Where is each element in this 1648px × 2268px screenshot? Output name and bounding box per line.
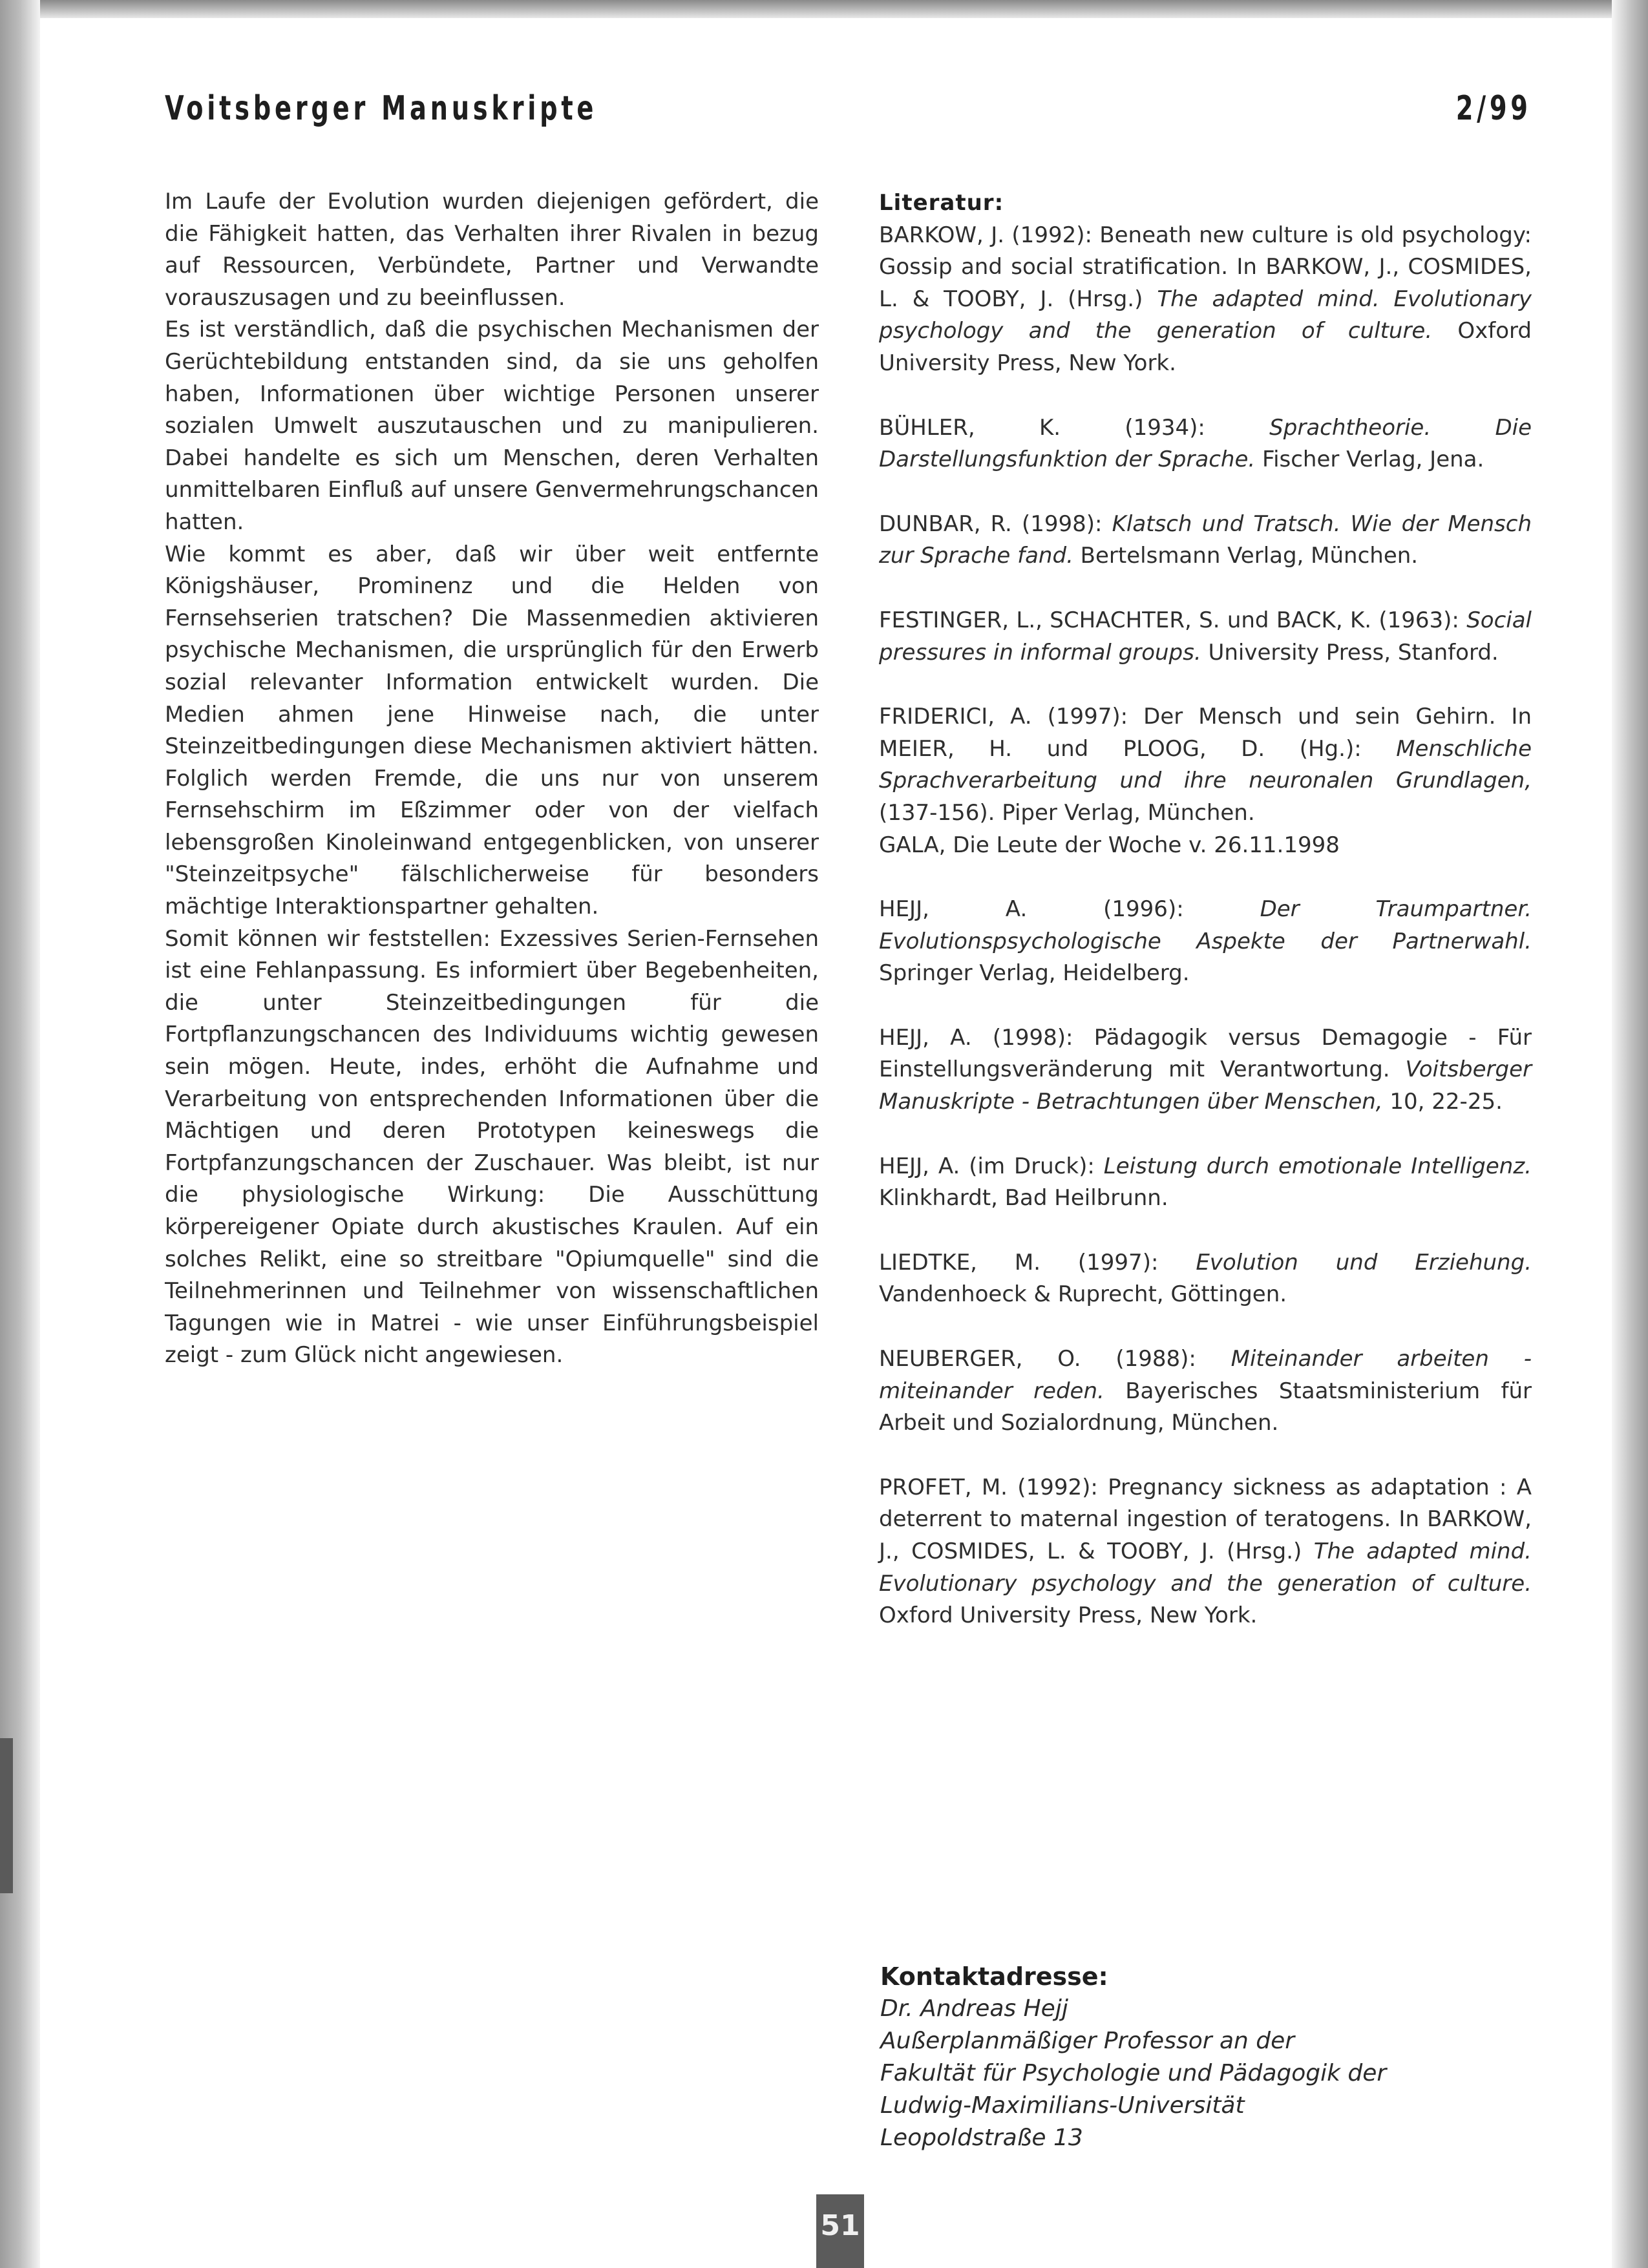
scan-edge-left-shadow bbox=[0, 1738, 13, 1893]
ref-text: LIEDTKE, M. (1997): bbox=[879, 1249, 1196, 1276]
ref-publisher: (137-156). Piper Verlag, München. bbox=[879, 799, 1255, 826]
page-number: 51 bbox=[816, 2194, 864, 2268]
ref-text: PROFET, M. (1992): Pregnancy sickness as adaptation : A deterrent to maternal ingestion of teratogens. In BARKOW, J., COSMIDES, L. & TOOBY, J. (Hrsg.) bbox=[879, 1474, 1532, 1564]
ref-publisher: 10, 22-25. bbox=[1382, 1089, 1503, 1115]
literature-heading: Literatur: bbox=[879, 190, 1004, 216]
ref-title: Sprachtheorie. Die Darstellungsfunktion der Sprache. bbox=[879, 414, 1532, 473]
ref-publisher: Fischer Verlag, Jena. bbox=[1255, 446, 1484, 473]
ref-publisher: Bayerisches Staatsministerium für Arbeit und Sozialordnung, München. bbox=[879, 1378, 1532, 1436]
reference-entry bbox=[879, 1343, 1532, 1440]
ref-title: Der Traumpartner. Evolutionspsychologische Aspekte der Partnerwahl. bbox=[879, 896, 1532, 954]
ref-text: GALA, Die Leute der Woche v. 26.11.1998 bbox=[879, 832, 1340, 858]
issue-number: 2/99 bbox=[1455, 89, 1532, 128]
ref-title: The adapted mind. Evolutionary psychology and the generation of culture. bbox=[879, 1538, 1532, 1597]
reference-entry bbox=[879, 1022, 1532, 1118]
contact-address bbox=[880, 1960, 1527, 2154]
body-paragraph: Wie kommt es aber, daß wir über weit entfernte Königshäuser, Prominenz und die Helden von Fernsehserien tratschen? Die Massenmedien aktivieren psychische Mechanismen, die ursprünglich für den Erwerb sozial relevanter Information entwickelt wurden. Die Medien ahmen jene Hinweise nach, die unter Steinzeitbedingungen diese Mechanismen aktiviert hätten. Folglich werden Fremde, die uns nur von unserem Fernsehschirm im Eßzimmer oder von der vielfach lebensgroßen Kinoleinwand entgegenblicken, von unserer "Steinzeitpsyche" fälschlicherweise für besonders mächtige Interaktionspartner gehalten. bbox=[165, 541, 819, 920]
reference-entry bbox=[879, 412, 1532, 476]
ref-publisher: University Press, Stanford. bbox=[1201, 639, 1499, 666]
literature-column bbox=[879, 187, 1532, 1664]
ref-text: FESTINGER, L., SCHACHTER, S. und BACK, K. (1963): bbox=[879, 607, 1467, 633]
body-text-column bbox=[165, 186, 819, 1372]
ref-publisher: Oxford University Press, New York. bbox=[879, 318, 1532, 376]
ref-title: The adapted mind. Evolutionary psychology and the generation of culture. bbox=[879, 286, 1532, 344]
reference-entry bbox=[879, 830, 1532, 862]
journal-title: Voitsberger Manuskripte bbox=[165, 89, 598, 128]
ref-title: Miteinander arbeiten - miteinander reden. bbox=[879, 1346, 1532, 1404]
ref-text: FRIDERICI, A. (1997): Der Mensch und sein Gehirn. In MEIER, H. und PLOOG, D. (Hg.): bbox=[879, 704, 1532, 762]
ref-title: Klatsch und Tratsch. Wie der Mensch zur Sprache fand. bbox=[879, 510, 1532, 569]
ref-publisher: Klinkhardt, Bad Heilbrunn. bbox=[879, 1185, 1168, 1212]
ref-publisher: Springer Verlag, Heidelberg. bbox=[879, 960, 1190, 987]
body-paragraph: Somit können wir feststellen: Exzessives Serien-Fernsehen ist eine Fehlanpassung. Es informiert über Begebenheiten, die unter Steinzeitbedingungen für die Fortpflanzungschancen des Individuums wichtig gewesen sein mögen. Heute, indes, erhöht die Aufnahme und Verarbeitung von entsprechenden Informationen über die Mächtigen und deren Prototypen keineswegs die Fortpfanzungschancen der Zuschauer. Was bleibt, ist nur die physiologische Wirkung: Die Ausschüttung körpereigener Opiate durch akustisches Kraulen. Auf ein solches Relikt, eine so streitbare "Opiumquelle" sind die Teilnehmerinnen und Teilnehmer von wissenschaftlichen Tagungen wie in Matrei - wie unser Einführungsbeispiel zeigt - zum Glück nicht angewiesen. bbox=[165, 925, 819, 1369]
body-paragraph: Im Laufe der Evolution wurden diejenigen gefördert, die die Fähigkeit hatten, das Verhalten ihrer Rivalen in bezug auf Ressourcen, Verbündete, Partner und Verwandte vorauszusagen und zu beeinflussen. bbox=[165, 189, 819, 311]
ref-publisher: Bertelsmann Verlag, München. bbox=[1073, 543, 1419, 569]
scan-edge-right bbox=[1612, 0, 1648, 2268]
reference-entry bbox=[879, 1247, 1532, 1311]
reference-entry bbox=[879, 701, 1532, 829]
ref-text: DUNBAR, R. (1998): bbox=[879, 510, 1112, 537]
contact-position: Außerplanmäßiger Professor an der bbox=[880, 2028, 1295, 2054]
reference-entry bbox=[879, 509, 1532, 572]
ref-publisher: Oxford University Press, New York. bbox=[879, 1602, 1258, 1629]
ref-publisher: Vandenhoeck & Ruprecht, Göttingen. bbox=[879, 1281, 1287, 1308]
contact-heading: Kontaktadresse: bbox=[880, 1962, 1108, 1991]
ref-title: Evolution und Erziehung. bbox=[1196, 1249, 1532, 1276]
reference-entry bbox=[879, 1151, 1532, 1215]
ref-text: BARKOW, J. (1992): Beneath new culture is old psychology: Gossip and social stratification. In BARKOW, J., COSMIDES, L. & TOOBY, J. (Hrsg.) bbox=[879, 222, 1532, 312]
reference-entry bbox=[879, 605, 1532, 669]
ref-text: BÜHLER, K. (1934): bbox=[879, 414, 1270, 441]
body-paragraph: Es ist verständlich, daß die psychischen Mechanismen der Gerüchtebildung entstanden sind, da sie uns geholfen haben, Informationen über wichtige Personen unserer sozialen Umwelt auszutauschen und zu manipulieren. Dabei handelte es sich um Menschen, deren Verhalten unmittelbaren Einfluß auf unsere Genvermehrungschancen hatten. bbox=[165, 317, 819, 535]
reference-entry bbox=[879, 1472, 1532, 1632]
ref-text: HEJJ, A. (1996): bbox=[879, 896, 1260, 923]
contact-name: Dr. Andreas Hejj bbox=[880, 1995, 1068, 2022]
contact-university: Ludwig-Maximilians-Universität bbox=[880, 2092, 1245, 2119]
ref-text: NEUBERGER, O. (1988): bbox=[879, 1346, 1231, 1372]
ref-title: Menschliche Sprachverarbeitung und ihre neuronalen Grundlagen, bbox=[879, 735, 1532, 794]
ref-text: HEJJ, A. (1998): Pädagogik versus Demagogie - Für Einstellungsveränderung mit Verantwortung. bbox=[879, 1024, 1532, 1083]
ref-title: Voitsberger Manuskripte - Betrachtungen über Menschen, bbox=[879, 1056, 1532, 1115]
contact-street: Leopoldstraße 13 bbox=[880, 2125, 1083, 2151]
ref-title: Leistung durch emotionale Intelligenz. bbox=[1103, 1153, 1532, 1179]
reference-entry bbox=[879, 220, 1532, 380]
reference-entry bbox=[879, 894, 1532, 990]
ref-text: HEJJ, A. (im Druck): bbox=[879, 1153, 1104, 1179]
scan-edge-top bbox=[0, 0, 1648, 18]
scan-edge-left bbox=[0, 0, 40, 2268]
contact-faculty: Fakultät für Psychologie und Pädagogik der bbox=[880, 2060, 1387, 2086]
ref-title: Social pressures in informal groups. bbox=[879, 607, 1532, 666]
